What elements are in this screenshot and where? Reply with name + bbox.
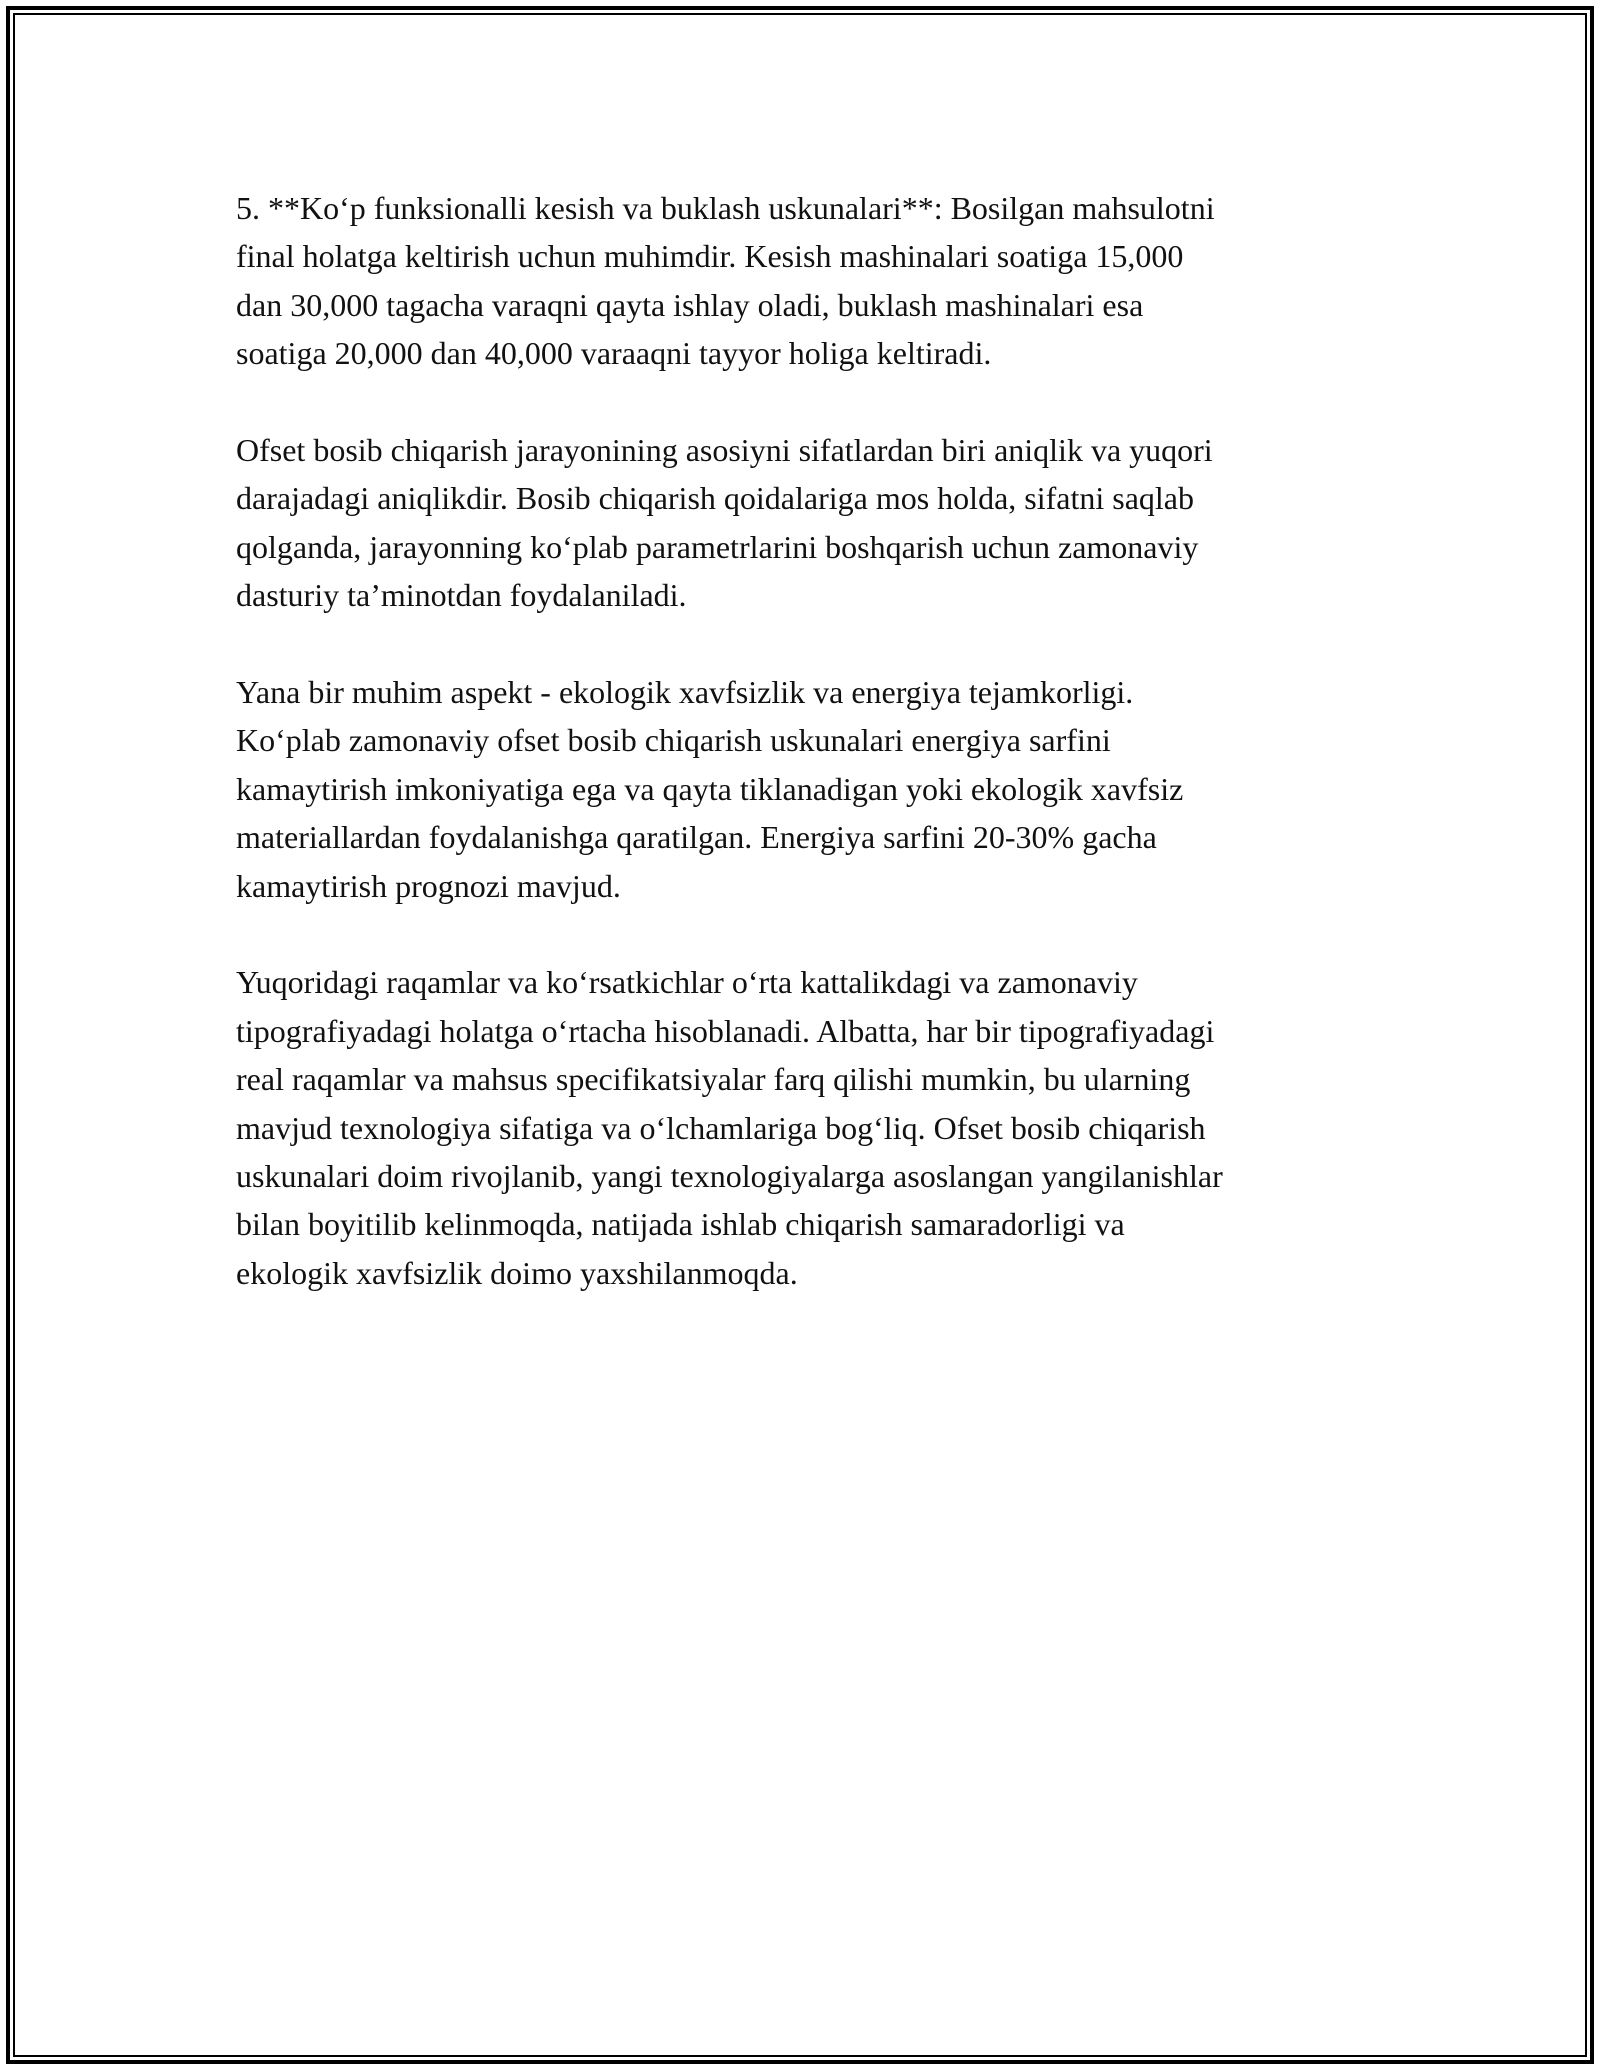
- text-line: kamaytirish imkoniyatiga ega va qayta tiklanadigan yoki ekologik xavfsiz: [236, 770, 1184, 807]
- text-line: soatiga 20,000 dan 40,000 varaaqni tayyor holiga keltiradi.: [236, 335, 992, 372]
- text-line: materiallardan foydalanishga qaratilgan. Energiya sarfini 20-30% gacha: [236, 819, 1157, 856]
- text-line: qolganda, jarayonning ko‘plab parametrlarini boshqarish uchun zamonaviy: [236, 528, 1199, 565]
- document-body: [236, 184, 1396, 1346]
- text-line: mavjud texnologiya sifatiga va o‘lchamlariga bog‘liq. Ofset bosib chiqarish: [236, 1109, 1206, 1146]
- text-line: darajadagi aniqlikdir. Bosib chiqarish qoidalariga mos holda, sifatni saqlab: [236, 480, 1194, 517]
- text-line: ekologik xavfsizlik doimo yaxshilanmoqda.: [236, 1254, 798, 1291]
- text-line: Ofset bosib chiqarish jarayonining asosiyni sifatlardan biri aniqlik va yuqori: [236, 432, 1213, 469]
- text-line: dasturiy ta’minotdan foydalaniladi.: [236, 577, 687, 614]
- text-line: Yana bir muhim aspekt - ekologik xavfsizlik va energiya tejamkorligi.: [236, 674, 1134, 711]
- text-line: bilan boyitilib kelinmoqda, natijada ishlab chiqarish samaradorligi va: [236, 1206, 1125, 1243]
- text-line: kamaytirish prognozi mavjud.: [236, 867, 621, 904]
- paragraph-summary: [236, 958, 1396, 1297]
- text-line: 5. **Ko‘p funksionalli kesish va buklash uskunalari**: Bosilgan mahsulotni: [236, 190, 1215, 226]
- paragraph-ecology-energy: [236, 668, 1396, 910]
- text-line: final holatga keltirish uchun muhimdir. Kesish mashinalari soatiga 15,000: [236, 238, 1184, 275]
- text-line: tipografiyadagi holatga o‘rtacha hisoblanadi. Albatta, har bir tipografiyadagi: [236, 1012, 1215, 1049]
- text-line: Yuqoridagi raqamlar va ko‘rsatkichlar o‘rta kattalikdagi va zamonaviy: [236, 964, 1138, 1001]
- paragraph-precision: [236, 426, 1396, 620]
- text-line: real raqamlar va mahsus specifikatsiyalar farq qilishi mumkin, bu ularning: [236, 1061, 1191, 1098]
- text-line: Ko‘plab zamonaviy ofset bosib chiqarish uskunalari energiya sarfini: [236, 722, 1111, 759]
- text-line: uskunalari doim rivojlanib, yangi texnologiyalarga asoslangan yangilanishlar: [236, 1158, 1223, 1195]
- paragraph-cutting-folding-equipment: [236, 184, 1396, 378]
- text-line: dan 30,000 tagacha varaqni qayta ishlay oladi, buklash mashinalari esa: [236, 286, 1144, 323]
